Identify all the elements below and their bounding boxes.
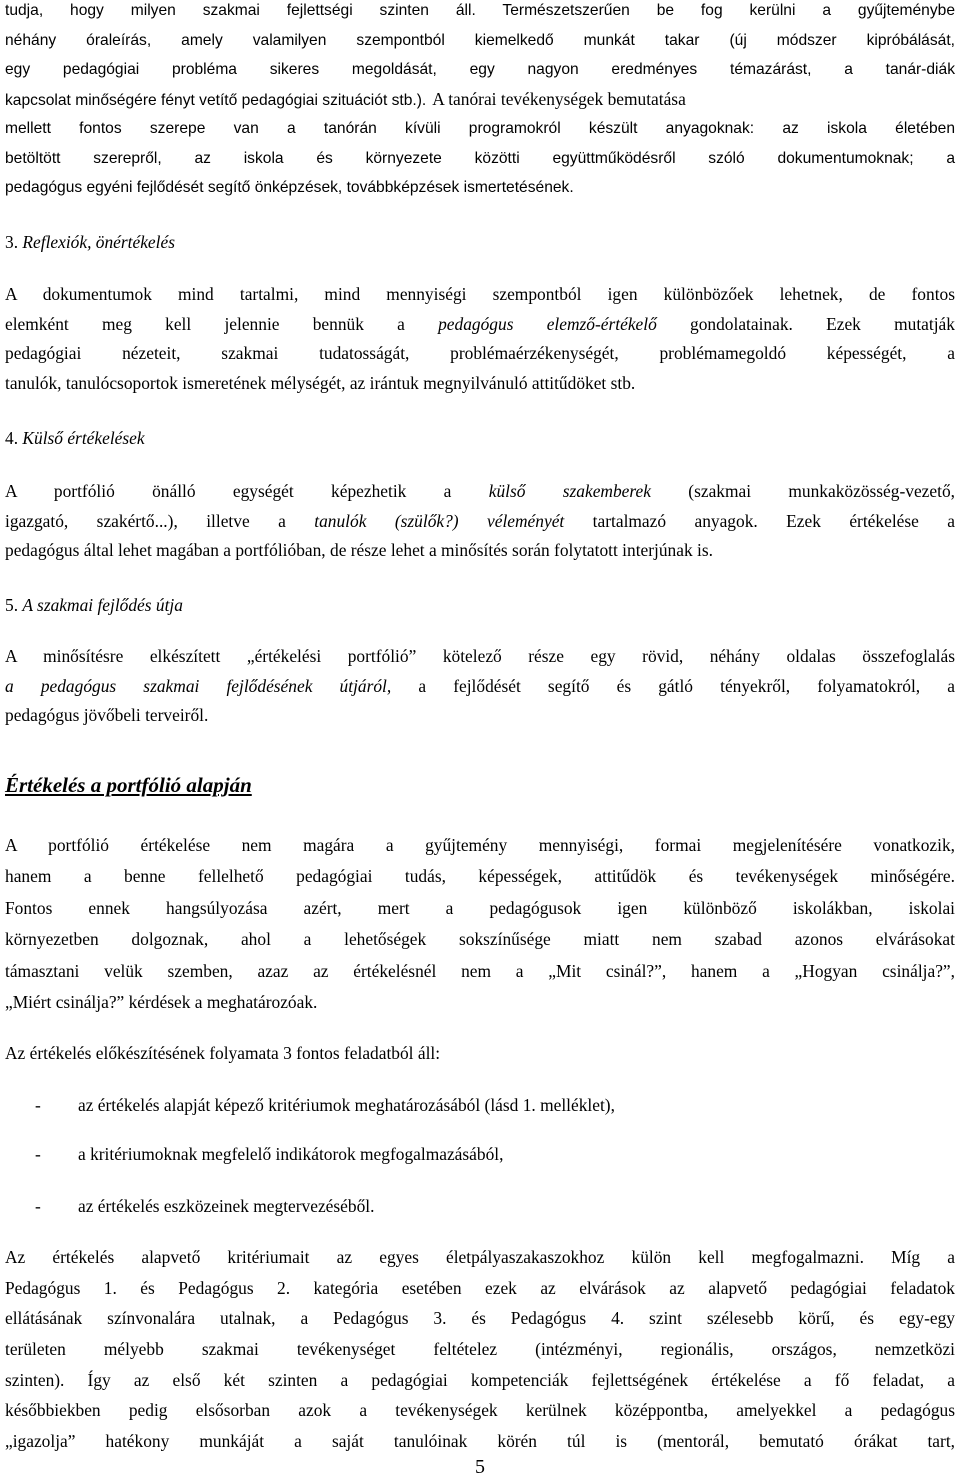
intro-paragraph <box>5 0 955 89</box>
text-line <box>5 313 955 343</box>
text-fragment: gondolatainak. <box>656 313 793 334</box>
text-line: pedagógus egyéni fejlődését segítő önképzések, továbbképzések ismertetésének. <box>5 179 574 196</box>
evaluation-paragraph-3 <box>5 1246 955 1461</box>
emphasis-text: pedagógus elemző-értékelő <box>438 313 657 334</box>
list-item-text: az értékelés eszközeinek megtervezéséből. <box>78 1196 375 1216</box>
section-5-paragraph <box>5 645 955 734</box>
text-line: ellátásának színvonalára utalnak, a Pedagógus 3. és Pedagógus 4. szint szélesebb körű, és egy-egy <box>5 1308 955 1329</box>
intro-continuation <box>5 118 955 207</box>
evaluation-paragraph-1 <box>5 834 955 1022</box>
section-number: 4. <box>5 428 19 448</box>
section-title: A szakmai fejlődés útja <box>22 595 183 615</box>
text-line <box>5 510 955 540</box>
text-line: pedagógus jövőbeli terveiről. <box>5 705 209 725</box>
text-fragment: (szakmai munkaközösség-vezető, <box>650 481 955 501</box>
section-number: 3. <box>5 232 19 252</box>
section-5-heading <box>5 594 955 616</box>
text-line: A minősítésre elkészített „értékelési portfólió” kötelező része egy rövid, néhány oldalas összefoglalás <box>5 646 955 666</box>
text-fragment: a fejlődését segítő és gátló tényekről, folyamatokról, a <box>391 675 955 696</box>
section-title: Reflexiók, önértékelés <box>22 232 175 252</box>
text-line: pedagógus által lehet magában a portfólióban, de része lehet a minősítés során folytatott interjúnak is. <box>5 540 713 560</box>
text-line: A dokumentumok mind tartalmi, mind mennyiségi szempontból igen különbözőek lehetnek, de fontos <box>5 284 955 304</box>
text-line: Fontos ennek hangsúlyozása azért, mert a pedagógusok igen különböző iskolákban, iskolai <box>5 897 955 918</box>
text-line: A portfólió értékelése nem magára a gyűjtemény mennyiségi, formai megjelenítésére vonatkozik, <box>5 835 955 855</box>
text-line: „Miért csinálja?” kérdések a meghatározóak. <box>5 991 318 1012</box>
intro-line-4 <box>5 88 955 112</box>
emphasis-text: tanulók (szülők?) véleményét <box>314 510 565 531</box>
text-line <box>5 480 955 510</box>
text-line: támasztani velük szemben, azaz az értékelésnél nem a „Mit csinál?”, hanem a „Hogyan csinálja?”, <box>5 960 955 981</box>
text-line: kapcsolat minőségére fényt vetítő pedagógiai szituációt stb.). <box>5 92 427 109</box>
text-fragment: A tanórai tevékenységek bemutatása <box>432 89 686 109</box>
evaluation-paragraph-2: Az értékelés előkészítésének folyamata 3 fontos feladatból áll: <box>5 1043 441 1063</box>
text-line: tanulók, tanulócsoportok ismeretének mélységét, az irántuk megnyilvánuló attitűdöket stb. <box>5 372 636 393</box>
page-number: 5 <box>475 1456 485 1478</box>
text-line: szinten). Így az első két szinten a pedagógiai kompetenciák fejlettségének értékelése a fő feladat, a <box>5 1369 955 1390</box>
text-line: környezetben dolgoznak, ahol a lehetőségek sokszínűsége miatt nem szabad azonos elvárásokat <box>5 929 955 950</box>
text-line: pedagógiai nézeteit, szakmai tudatosságát, problémaérzékenységét, problémamegoldó képességét, a <box>5 343 955 363</box>
section-4-paragraph <box>5 480 955 569</box>
emphasis-text: külső szakemberek <box>488 481 651 501</box>
text-line: Az értékelés alapvető kritériumait az egyes életpályaszakaszokhoz külön kell megfogalmazni. Míg a <box>5 1247 955 1267</box>
section-3-heading <box>5 231 955 253</box>
text-line: tudja, hogy milyen szakmai fejlettségi szinten áll. Természetszerűen be fog kerülni a gyűjteménybe <box>5 2 955 19</box>
section-3-paragraph <box>5 283 955 401</box>
bullet-marker: - <box>35 1196 41 1216</box>
bullet-marker: - <box>35 1144 41 1164</box>
text-fragment: elemként meg kell jelennie bennük a <box>5 313 439 334</box>
text-line <box>5 675 955 705</box>
text-fragment: igazgató, szakértő...), illetve a <box>5 510 315 531</box>
evaluation-heading: Értékelés a portfólió alapján <box>5 773 252 797</box>
text-fragment: Ezek mutatják <box>826 313 955 334</box>
text-line: egy pedagógiai probléma sikeres megoldását, egy nagyon eredményes témazárást, a tanár-diák <box>5 61 955 78</box>
text-line: hanem a benne fellelhető pedagógiai tudás, képességek, attitűdök és tevékenységek minőségére. <box>5 866 955 887</box>
text-fragment: tartalmazó anyagok. Ezek értékelése a <box>564 510 955 531</box>
section-number: 5. <box>5 595 19 615</box>
text-line: későbbiekben pedig elsősorban azok a tevékenységek kerülnek középpontba, amelyekkel a pedagógus <box>5 1400 955 1421</box>
text-fragment: A portfólió önálló egységét képezhetik a <box>5 481 489 501</box>
section-title: Külső értékelések <box>22 428 145 448</box>
text-line: betöltött szerepről, az iskola és környezete közötti együttműködésről szóló dokumentumoknak; a <box>5 149 955 167</box>
text-line: Pedagógus 1. és Pedagógus 2. kategória esetében ezek az elvárások az alapvető pedagógiai feladatok <box>5 1277 955 1298</box>
list-item-text: az értékelés alapját képező kritériumok meghatározásából (lásd 1. melléklet), <box>78 1095 615 1115</box>
list-item-text: a kritériumoknak megfelelő indikátorok megfogalmazásából, <box>78 1144 504 1164</box>
bullet-marker: - <box>35 1095 41 1115</box>
text-line: „igazolja” hatékony munkáját a saját tanulóinak körén túl is (mentorál, bemutató órákat tart, <box>5 1431 955 1452</box>
text-line: mellett fontos szerepe van a tanórán kívüli programokról készült anyagoknak: az iskola életében <box>5 120 955 137</box>
section-4-heading <box>5 427 955 449</box>
text-line: néhány óraleírás, amely valamilyen szempontból kiemelkedő munkát takar (új módszer kipróbálását, <box>5 31 955 49</box>
text-line: területen mélyebb szakmai tevékenységet feltételez (intézményi, regionális, országos, nemzetközi <box>5 1339 955 1360</box>
emphasis-text: a pedagógus szakmai fejlődésének útjáról, <box>5 675 392 696</box>
